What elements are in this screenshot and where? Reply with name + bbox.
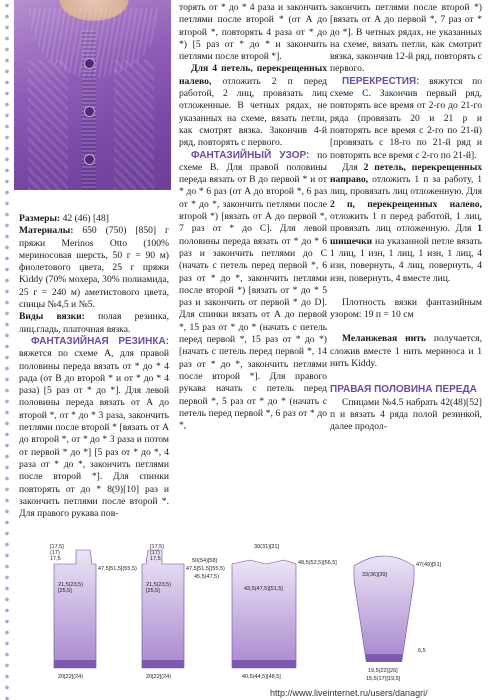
p1-top-label: [17,5] bbox=[50, 544, 64, 550]
p1-mid2-label: [25,5] bbox=[58, 588, 72, 594]
col3-intro: закончить петлями после второй *) [вязать от А до первой *, 7 раз от * до *]. В четных рядах, не указанных на схеме, вязать петли, как смотрит вязка, закончив 12-й ряд, повторять с первого. bbox=[330, 2, 482, 75]
rib-paragraph: ФАНТАЗИЙНАЯ РЕЗИНКА: вяжется по схеме А, для правой половины переда вязать от * до * 4 рада (от В до второй * и от * до * 4 раза) [5 раз от * до *]. Для левой половины переда вязать от А до второй *, от * до * 3 раза, закончить петлями после второй * [вязать от А до второй *, от * до * 3 раза и потом от первой * до *] [5 раз от * до *, 4 раза от * до *, закончить петлями после второй *]. Для спинки повторять от до * 8(9)[10] раз и закончить петлями после второй *. Для правого рукава пов- bbox=[19, 335, 169, 520]
schematic-back bbox=[192, 544, 337, 680]
p3-side-label: 48,5(52,5)[56,5] bbox=[298, 560, 337, 566]
gauge-paragraph: Плотность вязки фантазийным узором: 19 п = 10 см bbox=[330, 296, 482, 321]
stitch-types-paragraph: Виды вязки: полая резинка, лиц.гладь, платочная вязка. bbox=[19, 311, 169, 335]
right-front-heading: ПРАВАЯ ПОЛОВИНА ПЕРЕДА bbox=[330, 384, 477, 396]
p4-side-label: 47(49)[51] bbox=[416, 562, 442, 568]
p1-mid-label: 21,5(23,5) bbox=[58, 582, 84, 588]
p1-bottom-label: 20[22](24) bbox=[58, 674, 84, 680]
dotted-margin bbox=[3, 0, 11, 700]
p1-top2-label: (17) bbox=[50, 550, 60, 556]
crossings-paragraph: ПЕРЕКРЕСТИЯ: вяжутся по схеме С. Закончив первый ряд, повторять все время от 2-го до 21-го ряда (провязать 20 и 21 р и повторять все время с 2-го по 21-й) [провязать с 18-го по 21-й ряд и повторять все время с 2-го по 21-й]. bbox=[330, 75, 482, 161]
p3-top-label: 30(31)[31] bbox=[254, 544, 280, 550]
p3-bottom-label: 40,5(44,5)[48,5] bbox=[242, 674, 281, 680]
p1-top3-label: 17,5 bbox=[50, 556, 61, 562]
p3-topleft-label: 50(54)[58] bbox=[192, 558, 218, 564]
p2-mid2-label: [25,5] bbox=[146, 588, 160, 594]
source-url[interactable]: http://www.liveinternet.ru/users/danagri/ bbox=[270, 688, 428, 698]
fancy-pattern-paragraph: ФАНТАЗИЙНЫЙ УЗОР: по схеме В. Для правой половины переда вязать от В до первой * и от * до * 6 раз (от А до второй *, 6 раз от * до *, закончить петлями после второй *) [вязать от А до первой *, 7 раз от * до С]. Для левой половины переда вязать от * до * 6 раз и закончить петлями до C (начать с петель перед первой *, 6 раз от * до *, закончить петлями после второй *) [вязать от * до * 5 раз и закончить от первой * до D]. Для спинки вязать от А до первой *, 15 раз от * до * (начать с петель перед первой *, 15 раз от * до *) [начать с петель перед первой *, 14 раз от * до *, закончить петлями после второй *]. Для правого рукава начать с петель перед первой *, 5 раз от * до * (начать с петель перед первой *, 6 раз от * до *, bbox=[179, 149, 327, 432]
schematic-sleeve bbox=[354, 556, 442, 682]
p4-low-label: 6,5 bbox=[418, 648, 426, 654]
text-column-3 bbox=[330, 2, 482, 434]
melange-paragraph: Меланжевая нить получается, сложив вместе 1 нить мериноса и 1 нить Kiddy. bbox=[330, 333, 482, 370]
p4-mid-label: 33(36)[39] bbox=[362, 572, 388, 578]
p3-left-label: 45,5(47,5) bbox=[194, 574, 220, 580]
sizes-paragraph: Размеры: 42 (46) [48] bbox=[19, 213, 109, 224]
text-column-2 bbox=[179, 2, 327, 432]
p2-side-label: 47,5[51,5](55,5) bbox=[186, 566, 225, 572]
p2-top2-label: (17) bbox=[150, 550, 160, 556]
materials-paragraph: Материалы: 650 (750) [850] г пряжи Merinos Otto (100% мериносовая шерсть, 50 г = 90 м) фиолетового цвета, 25 г пряжи Kiddy (70% мохера, 30% полиамида, 25 г = 240 м) аметистового цвета, спицы №4,5 и №5. bbox=[19, 225, 169, 311]
p2-bottom-label: 20[22](24) bbox=[146, 674, 172, 680]
model-photo bbox=[14, 0, 171, 190]
p4-bottom2-label: 15,5(17)[19,5] bbox=[366, 676, 401, 682]
p2-top-label: [17,5] bbox=[150, 544, 164, 550]
p1-side-label: 47,5[51,5](55,5) bbox=[98, 566, 137, 572]
p4-bottom-label: 19,5(22)[26] bbox=[368, 668, 398, 674]
cross-stitch-paragraph: Для 2 петель, перекрещенных направо, отложить 1 п за работу, 1 лиц, провязать лиц отложенную. Для 2 п, перекрещенных налево, отложить 1 п перед работой, 1 лиц, провязать лиц отложенную. Для 1 шишечки на указанной петле вязать 1 лиц, 1 изн, 1 лиц, 1 изн, 1 лиц, 4 изн, повернуть, 4 лиц, повернуть, 4 изн, повернуть, 4 вместе лиц. bbox=[330, 161, 482, 284]
text-column-1 bbox=[19, 213, 169, 520]
cross-left-paragraph: Для 4 петель, перекрещенных налево, отложить 2 п перед работой, 2 лиц, провязать лиц отложенные. В четных рядах, не указанных на схеме, вязать петли, как смотрят вязка. Закончив 4-й ряд, повторять с первого. bbox=[179, 63, 327, 149]
p2-mid-label: 21,5(23,5) bbox=[146, 582, 172, 588]
schematic-right-front bbox=[142, 544, 225, 680]
schematic-left-front bbox=[50, 544, 137, 680]
col2-intro: торять от * до * 4 раза и закончить петлями после второй * (от А до второй *, повторять 4 раза от * до *) [5 раз от * до * и закончить петлями после второй *]. bbox=[179, 2, 327, 63]
p3-mid-label: 43,5(47,5)[51,5] bbox=[244, 586, 283, 592]
right-front-paragraph: Спицами №4.5 набрать 42(48)[52] п и вязать 4 ряда полой резинкой, далее продол- bbox=[330, 396, 482, 433]
pattern-schematics bbox=[14, 540, 484, 688]
p2-top3-label: 17,5 bbox=[150, 556, 161, 562]
